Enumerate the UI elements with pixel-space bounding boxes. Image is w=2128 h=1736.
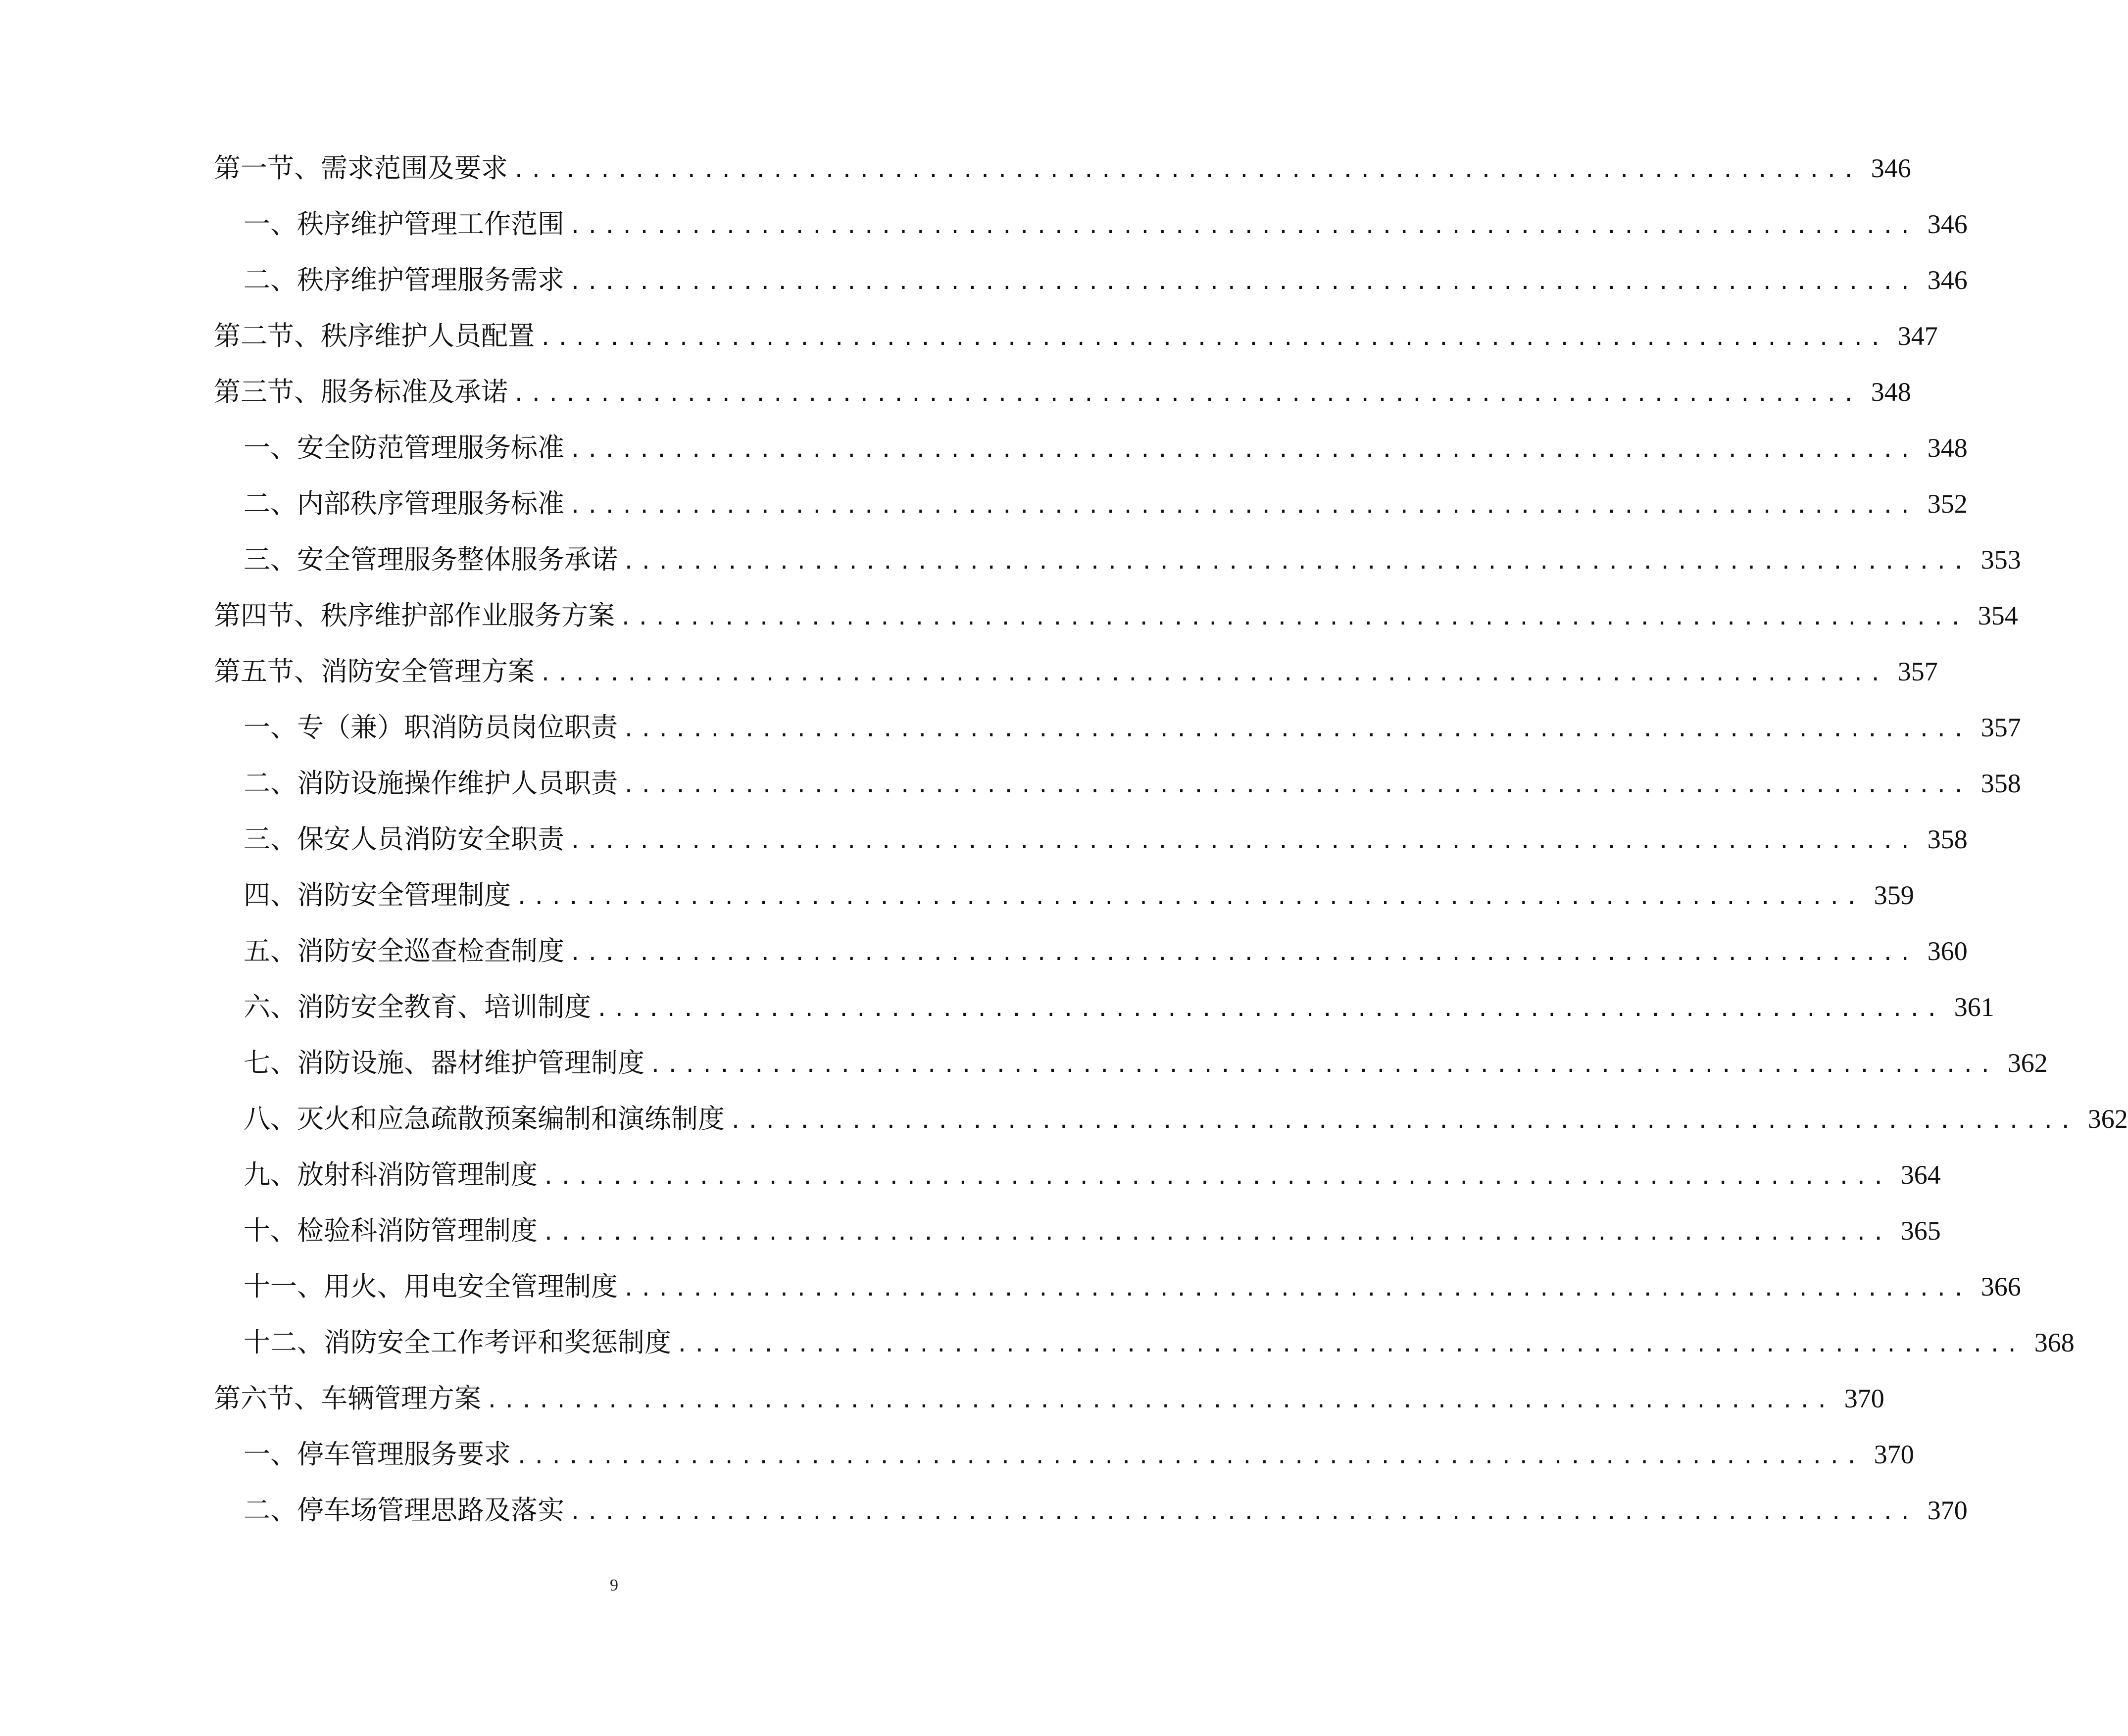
toc-entry-title: 第一节、需求范围及要求 (214, 152, 508, 184)
toc-entry-page: 360 (1927, 936, 1968, 966)
toc-entry-page: 358 (1980, 769, 2021, 798)
toc-entry-title: 三、安全管理服务整体服务承诺 (244, 544, 618, 575)
toc-dot-leader: .............................................................................. (598, 993, 1945, 1022)
toc-dot-leader: .............................................................................. (625, 1273, 1972, 1302)
toc-entry-title: 十、检验科消防管理制度 (244, 1215, 538, 1246)
toc-entry[interactable] (244, 1262, 2021, 1311)
toc-entry[interactable] (244, 1094, 2128, 1144)
toc-dot-leader: .............................................................................. (651, 1049, 1999, 1078)
toc-entry[interactable] (244, 870, 1914, 920)
toc-entry-page: 361 (1954, 992, 1994, 1022)
toc-entry-title: 二、停车场管理思路及落实 (244, 1495, 564, 1526)
toc-entry-page: 348 (1927, 433, 1968, 463)
toc-dot-leader: .............................................................................. (571, 434, 1919, 463)
toc-entry-page: 348 (1871, 377, 1911, 407)
toc-entry[interactable] (214, 367, 1911, 417)
toc-entry[interactable] (244, 815, 1968, 864)
toc-entry-title: 三、保安人员消防安全职责 (244, 823, 564, 855)
toc-dot-leader: .............................................................................. (571, 490, 1919, 519)
toc-entry-page: 362 (2087, 1104, 2128, 1134)
toc-entry[interactable] (244, 1486, 1968, 1535)
toc-dot-leader: .............................................................................. (571, 266, 1919, 295)
toc-entry[interactable] (214, 1374, 1884, 1423)
toc-entry[interactable] (244, 759, 2021, 808)
toc-entry[interactable] (214, 591, 2018, 640)
toc-dot-leader: .............................................................................. (542, 658, 1889, 686)
toc-entry-page: 352 (1927, 489, 1968, 519)
page-number: 9 (610, 1576, 618, 1594)
toc-dot-leader: .............................................................................. (515, 154, 1862, 183)
toc-dot-leader: .............................................................................. (571, 825, 1919, 854)
toc-entry-title: 一、专（兼）职消防员岗位职责 (244, 712, 618, 743)
toc-entry[interactable] (244, 1318, 2075, 1367)
toc-dot-leader: .............................................................................. (571, 937, 1919, 966)
toc-dot-leader: .............................................................................. (515, 378, 1862, 407)
toc-entry-page: 357 (1897, 657, 1938, 686)
toc-dot-leader: .............................................................................. (518, 881, 1865, 910)
toc-entry-title: 四、消防安全管理制度 (244, 879, 511, 911)
toc-dot-leader: .............................................................................. (625, 770, 1972, 798)
toc-entry-title: 第五节、消防安全管理方案 (214, 656, 535, 687)
toc-entry-title: 十二、消防安全工作考评和奖惩制度 (244, 1327, 671, 1358)
toc-entry[interactable] (214, 311, 1938, 361)
toc-dot-leader: .............................................................................. (542, 322, 1889, 351)
toc-entry-page: 364 (1900, 1160, 1941, 1190)
toc-entry-title: 第六节、车辆管理方案 (214, 1383, 481, 1414)
toc-entry-page: 346 (1871, 153, 1911, 183)
toc-entry-title: 六、消防安全教育、培训制度 (244, 991, 591, 1022)
toc-dot-leader: .............................................................................. (732, 1105, 2079, 1134)
toc-dot-leader: .............................................................................. (571, 1496, 1919, 1525)
toc-entry[interactable] (244, 1038, 2048, 1088)
toc-entry-title: 第三节、服务标准及承诺 (214, 376, 508, 407)
toc-entry-page: 370 (1927, 1495, 1968, 1525)
toc-entry-page: 353 (1980, 545, 2021, 575)
toc-entry[interactable] (244, 199, 1968, 249)
toc-dot-leader: .............................................................................. (544, 1217, 1892, 1246)
toc-entry-title: 一、安全防范管理服务标准 (244, 432, 564, 463)
toc-entry[interactable] (244, 423, 1968, 473)
toc-entry-title: 五、消防安全巡查检查制度 (244, 935, 564, 966)
toc-entry-page: 370 (1874, 1440, 1914, 1469)
toc-dot-leader: .............................................................................. (625, 546, 1972, 575)
toc-entry[interactable] (244, 255, 1968, 305)
toc-entry-title: 十一、用火、用电安全管理制度 (244, 1271, 618, 1302)
toc-dot-leader: .............................................................................. (544, 1161, 1892, 1190)
toc-entry[interactable] (244, 1206, 1941, 1255)
toc-entry-title: 一、秩序维护管理工作范围 (244, 208, 564, 240)
toc-entry[interactable] (214, 647, 1938, 696)
toc-entry[interactable] (214, 144, 1911, 193)
toc-entry-title: 八、灭火和应急疏散预案编制和演练制度 (244, 1103, 725, 1134)
toc-entry-page: 354 (1978, 601, 2018, 630)
toc-entry-title: 第二节、秩序维护人员配置 (214, 320, 535, 351)
toc-entry-page: 346 (1927, 209, 1968, 239)
toc-entry[interactable] (244, 479, 1968, 529)
toc-entry-title: 二、秩序维护管理服务需求 (244, 264, 564, 295)
toc-dot-leader: .............................................................................. (678, 1329, 2026, 1357)
toc-entry[interactable] (244, 703, 2021, 752)
toc-entry-page: 366 (1980, 1272, 2021, 1302)
toc-dot-leader: .............................................................................. (488, 1385, 1835, 1413)
toc-dot-leader: .............................................................................. (571, 210, 1919, 239)
toc-dot-leader: .............................................................................. (622, 602, 1969, 630)
toc-entry-title: 七、消防设施、器材维护管理制度 (244, 1047, 644, 1078)
toc-entry-page: 359 (1874, 880, 1914, 910)
toc-entry[interactable] (244, 535, 2021, 584)
toc-entry-page: 362 (2007, 1048, 2048, 1078)
toc-entry-page: 365 (1900, 1216, 1941, 1246)
toc-entry[interactable] (244, 926, 1968, 976)
toc-dot-leader: .............................................................................. (518, 1441, 1865, 1469)
toc-entry-title: 一、停车管理服务要求 (244, 1439, 511, 1470)
toc-entry-title: 二、消防设施操作维护人员职责 (244, 768, 618, 799)
toc-entry-page: 358 (1927, 824, 1968, 854)
toc-entry[interactable] (244, 1430, 1914, 1479)
toc-entry-title: 二、内部秩序管理服务标准 (244, 488, 564, 519)
toc-entry-page: 357 (1980, 713, 2021, 742)
toc-entry-page: 346 (1927, 265, 1968, 295)
toc-entry[interactable] (244, 1150, 1941, 1200)
toc-dot-leader: .............................................................................. (625, 714, 1972, 742)
toc-entry[interactable] (244, 982, 1994, 1032)
toc-entry-page: 347 (1897, 321, 1938, 351)
toc-entry-title: 第四节、秩序维护部作业服务方案 (214, 600, 615, 631)
toc-entry-title: 九、放射科消防管理制度 (244, 1159, 538, 1190)
toc-entry-page: 370 (1844, 1384, 1884, 1413)
toc-entry-page: 368 (2034, 1328, 2075, 1357)
